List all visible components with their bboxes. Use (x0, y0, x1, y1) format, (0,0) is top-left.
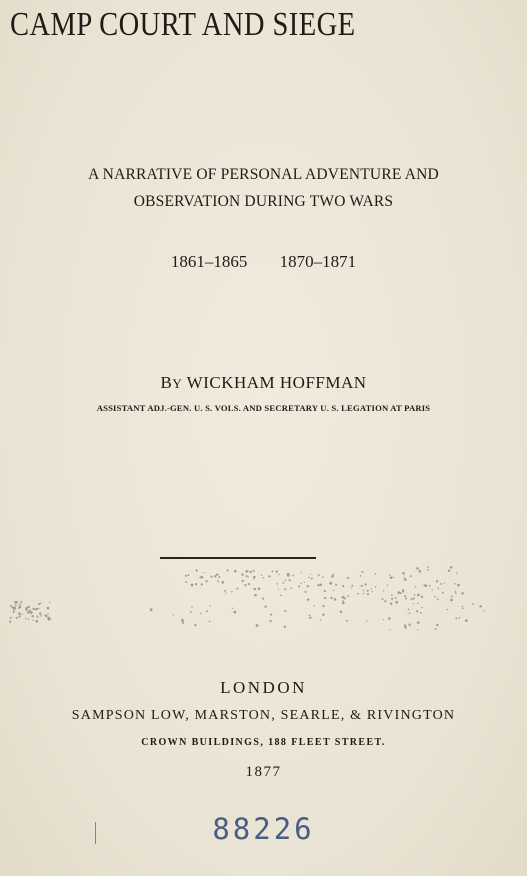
ornament-speck (440, 583, 442, 585)
ornament-speck (261, 575, 262, 576)
ornament-speck (456, 572, 457, 573)
ornament-speck (311, 578, 313, 580)
ornament-speck (48, 619, 50, 621)
ornament-speck (366, 620, 368, 622)
ornament-speck (253, 588, 256, 591)
ornament-speck (150, 609, 153, 612)
ornament-speck (40, 615, 42, 617)
war-dates-second: 1870–1871 (279, 252, 357, 271)
ornament-speck (287, 574, 290, 577)
ornament-speck (278, 588, 279, 589)
ornament-speck (292, 575, 294, 577)
ornament-speck (331, 597, 332, 598)
ornament-speck (249, 571, 251, 573)
ornament-speck (236, 588, 238, 590)
ornament-speck (36, 620, 39, 623)
ornament-speck (258, 587, 261, 590)
ornament-speck (462, 608, 464, 610)
ornament-speck (25, 618, 26, 619)
ornament-speck (254, 594, 257, 597)
ornament-speck (411, 598, 413, 600)
ornament-speck (191, 606, 192, 607)
ornament-speck (413, 597, 415, 599)
ornament-speck (36, 608, 38, 610)
ornament-speck (472, 603, 474, 605)
ornament-speck (421, 607, 422, 608)
ornament-speck (383, 619, 384, 620)
ornament-speck (367, 593, 369, 595)
ornament-speck (402, 572, 405, 575)
ornament-speck (417, 621, 420, 624)
ornament-speck (210, 576, 212, 578)
author-position: ASSISTANT ADJ.-GEN. U. S. VOLS. AND SECRETARY U. S. LEGATION AT PARIS (96, 403, 431, 413)
ornament-speck (290, 587, 292, 589)
ornament-speck (301, 583, 302, 584)
ornament-speck (317, 584, 319, 586)
ornament-speck (389, 629, 390, 630)
ornament-speck (200, 613, 202, 615)
ornament-speck (427, 569, 429, 571)
ornament-speck (264, 606, 266, 608)
ornament-speck (262, 598, 264, 600)
ornament-speck (224, 590, 226, 592)
ornament-speck (391, 594, 393, 596)
imprint-publisher: SAMPSON LOW, MARSTON, SEARLE, & RIVINGTON (71, 708, 456, 723)
ornament-speck (304, 582, 305, 583)
ornament-speck (409, 612, 411, 614)
ornament-speck (278, 574, 279, 575)
ornament-speck (383, 590, 384, 591)
author-prefix-initial: B (160, 373, 173, 392)
ornament-speck (182, 622, 184, 624)
ornament-speck (33, 608, 35, 610)
ornament-speck (416, 610, 418, 612)
ornament-speck (245, 575, 247, 577)
ornament-speck (20, 601, 22, 603)
ornament-speck (173, 614, 174, 615)
ornament-speck (205, 580, 207, 582)
ornament-speck (417, 602, 419, 604)
ornament-speck (324, 597, 326, 599)
ornament-speck (331, 575, 334, 578)
ornament-speck (340, 610, 343, 613)
ornament-speck (19, 605, 22, 608)
ornament-speck (395, 601, 398, 604)
ornament-speck (242, 580, 244, 582)
subtitle-line-1: A NARRATIVE OF PERSONAL ADVENTURE AND (88, 166, 439, 183)
ornament-speck (298, 585, 300, 587)
ornament-speck (450, 599, 453, 602)
ornament-speck (47, 617, 50, 620)
ornament-speck (419, 570, 422, 573)
ornament-speck (408, 624, 410, 626)
ornament-speck (47, 607, 50, 610)
ornament-speck (455, 592, 457, 594)
ornament-speck (424, 584, 427, 587)
ornament-speck (361, 585, 363, 587)
ornament-speck (375, 586, 377, 588)
ornament-speck (181, 619, 184, 622)
ornament-speck (347, 595, 349, 597)
ornament-speck (32, 620, 33, 621)
ornament-speck (479, 605, 482, 608)
ornament-speck (13, 611, 14, 612)
ornament-speck (284, 588, 286, 590)
ornament-speck (25, 608, 27, 610)
ornament-speck (37, 617, 38, 618)
ornament-speck (241, 573, 243, 575)
ornament-speck (404, 626, 406, 628)
ornament-speck (18, 612, 20, 614)
ornament-speck (335, 584, 337, 586)
ornament-speck (319, 584, 322, 587)
ornament-speck (459, 617, 461, 619)
ornament-speck (427, 566, 429, 568)
ornament-speck (429, 585, 431, 587)
ornament-speck (284, 626, 286, 628)
ornament-speck (451, 595, 453, 597)
ornament-speck (454, 583, 455, 584)
ornament-speck (248, 583, 250, 585)
subtitle-line-2: OBSERVATION DURING TWO WARS (133, 193, 394, 210)
ornament-speck (209, 621, 211, 623)
ornament-speck (342, 596, 345, 599)
ornament-speck (410, 575, 412, 577)
ornament-speck (450, 566, 453, 569)
ornament-speck (47, 613, 48, 614)
ornament-speck (436, 624, 438, 626)
ornament-speck (436, 580, 438, 582)
ornament-speck (39, 612, 41, 614)
ornament-speck (283, 582, 285, 584)
ornament-speck (199, 577, 201, 579)
ornament-speck (333, 574, 335, 576)
ornament-speck (444, 583, 445, 584)
ornament-speck (404, 578, 407, 581)
ornament-speck (277, 583, 279, 585)
ornament-speck (268, 575, 270, 577)
ornament-speck (270, 620, 272, 622)
ornament-speck (276, 571, 278, 573)
ornament-speck (437, 598, 439, 600)
war-dates (0, 252, 527, 272)
ornament-speck (195, 584, 197, 586)
ornament-speck (333, 590, 334, 591)
ornament-speck (10, 617, 12, 619)
ornament-speck (384, 600, 386, 602)
ornament-speck (309, 615, 311, 617)
ornament-speck (28, 619, 29, 620)
ornament-speck (309, 617, 311, 619)
ornament-speck (363, 593, 364, 594)
ornament-speck (371, 588, 372, 589)
war-dates-first: 1861–1865 (170, 252, 248, 271)
library-accession-number: 88226 (212, 812, 315, 846)
ornament-speck (420, 612, 422, 614)
ornament-speck (18, 615, 20, 617)
ornament-speck (446, 609, 447, 610)
ornament-speck (247, 576, 249, 578)
ornament-speck (364, 583, 366, 585)
ornament-speck (382, 598, 384, 600)
ornament-speck (390, 576, 393, 579)
ornament-speck (307, 598, 310, 601)
ornament-speck (310, 574, 311, 575)
author-line (0, 373, 527, 393)
ornament-speck (455, 591, 456, 592)
ornament-speck (362, 571, 364, 573)
ornament-speck (342, 602, 345, 605)
ornament-speck (351, 585, 353, 587)
ornament-speck (49, 602, 50, 603)
ornament-speck (347, 577, 349, 579)
ornament-speck (363, 590, 364, 591)
ornament-speck (403, 577, 404, 578)
ornament-speck (393, 577, 394, 578)
ornament-speck (402, 590, 404, 592)
ornament-speck (351, 587, 352, 588)
ornament-speck (397, 591, 400, 594)
ornament-speck (442, 592, 444, 594)
ornament-speck (22, 614, 23, 615)
ornament-speck (271, 570, 273, 572)
ornament-speck (320, 620, 321, 621)
ornament-speck (417, 629, 418, 630)
ornament-speck (404, 595, 406, 597)
ornament-speck (395, 597, 397, 599)
ornament-speck (201, 583, 203, 585)
ornament-speck (289, 579, 291, 581)
book-title: CAMP COURT AND SIEGE (10, 6, 356, 43)
ornament-speck (360, 575, 362, 577)
ornament-speck (190, 611, 192, 613)
ornament-speck (322, 576, 324, 578)
ornament-speck (390, 603, 392, 605)
ornament-speck (218, 576, 220, 578)
imprint-city: LONDON (220, 678, 307, 697)
ornament-speck (253, 570, 255, 572)
imprint-year: 1877 (245, 764, 282, 780)
ornament-speck (448, 570, 450, 572)
ornament-speck (301, 572, 302, 573)
ornament-speck (253, 578, 254, 579)
ornament-speck (231, 591, 233, 593)
ornament-speck (322, 614, 324, 616)
author-name: WICKHAM HOFFMAN (186, 373, 367, 392)
ornament-speck (408, 609, 410, 611)
ornament-speck (346, 620, 348, 622)
ornament-speck (196, 570, 198, 572)
ornament-speck (372, 591, 373, 592)
ornament-speck (280, 594, 282, 596)
ornament-speck (304, 591, 306, 593)
ornament-speck (234, 611, 237, 614)
ornament-speck (414, 594, 416, 596)
ornament-speck (417, 594, 420, 597)
ornament-speck (194, 624, 196, 626)
ornament-speck (38, 608, 39, 609)
ornament-speck (413, 603, 414, 604)
ornament-speck (342, 585, 344, 587)
ornament-speck (375, 573, 377, 575)
ornament-speck (185, 581, 187, 583)
ornament-speck (9, 621, 11, 623)
ornament-speck (318, 574, 320, 576)
ornament-speck (367, 590, 369, 592)
ornament-speck (421, 596, 423, 598)
ornament-speck (39, 602, 41, 604)
ornament-speck (322, 605, 324, 607)
ornament-speck (389, 574, 391, 576)
ornament-speck (14, 608, 16, 610)
ornament-speck (44, 614, 45, 615)
ornament-speck (435, 628, 437, 630)
ornament-speck (14, 601, 16, 603)
ornament-speck (405, 598, 407, 600)
ornament-speck (324, 590, 326, 592)
ornament-speck (256, 624, 259, 627)
ornament-speck (27, 606, 29, 608)
ornament-speck (330, 582, 332, 584)
ornament-speck (416, 567, 419, 570)
ornament-speck (462, 606, 464, 608)
ornament-speck (204, 572, 205, 573)
ornament-speck (206, 610, 208, 612)
ornament-speck (232, 608, 233, 609)
ornament-speck (225, 593, 226, 594)
ornament-speck (31, 615, 33, 617)
ornament-speck (465, 619, 468, 622)
ornament-speck (432, 589, 433, 590)
ornament-speck (11, 606, 13, 608)
ornament-speck (222, 581, 225, 584)
ornament-speck (263, 577, 264, 578)
ornament-speck (209, 605, 210, 606)
ornament-speck (484, 610, 485, 611)
faded-publisher-device (0, 562, 527, 650)
ornament-speck (214, 575, 216, 577)
ornament-speck (234, 570, 237, 573)
ornament-speck (188, 574, 190, 576)
ornament-speck (391, 598, 393, 600)
ornament-speck (457, 584, 460, 587)
ornament-speck (462, 593, 463, 594)
ornament-speck (455, 617, 457, 619)
ornament-speck (415, 586, 417, 588)
ornament-speck (15, 604, 17, 606)
ornament-speck (308, 577, 310, 579)
ornament-speck (245, 585, 246, 586)
ornament-speck (357, 593, 359, 595)
ornament-speck (19, 604, 21, 606)
ornament-speck (307, 585, 309, 587)
imprint-address: CROWN BUILDINGS, 188 FLEET STREET. (141, 737, 386, 748)
ornament-speck (387, 584, 389, 586)
ornament-speck (388, 617, 391, 620)
ornament-speck (270, 613, 272, 615)
ornament-speck (284, 610, 286, 612)
ornament-speck (29, 610, 31, 612)
ornament-speck (245, 570, 248, 573)
ornament-speck (227, 569, 229, 571)
ornament-speck (400, 592, 402, 594)
ornament-speck (185, 575, 187, 577)
ornament-rule (160, 557, 316, 559)
ornament-speck (334, 598, 337, 601)
ornament-speck (10, 605, 12, 607)
ornament-speck (216, 573, 218, 575)
ornament-speck (191, 584, 194, 587)
author-prefix-rest: Y (172, 376, 183, 391)
ornament-speck (16, 617, 18, 619)
ornament-speck (36, 615, 37, 616)
ornament-speck (437, 587, 439, 589)
ornament-speck (253, 576, 256, 579)
ornament-speck (434, 596, 436, 598)
ornament-speck (285, 579, 287, 581)
ornament-speck (314, 605, 315, 606)
ornament-speck (217, 581, 218, 582)
